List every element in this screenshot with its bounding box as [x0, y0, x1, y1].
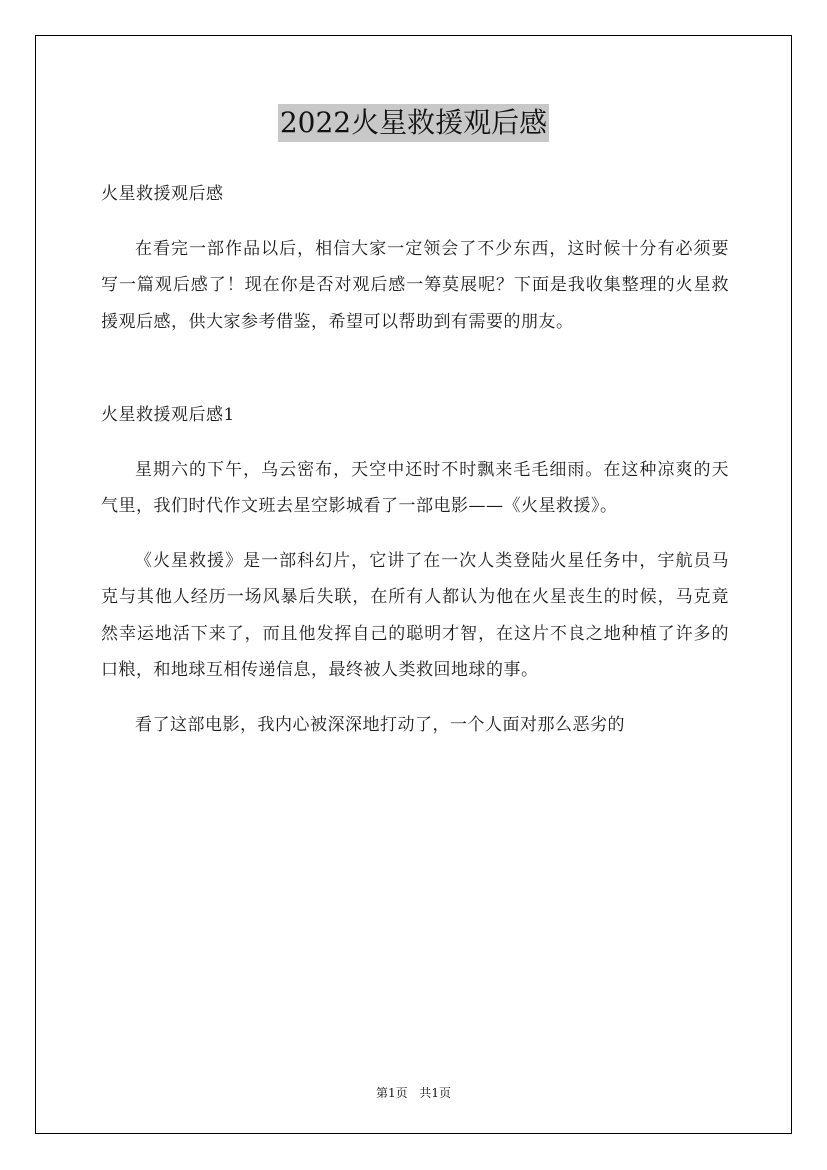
essay-heading: 火星救援观后感1	[101, 405, 235, 425]
spacer	[101, 434, 729, 452]
page-footer	[0, 1084, 827, 1101]
document-title-container	[0, 104, 827, 142]
spacer	[101, 689, 729, 707]
document-body	[101, 176, 729, 743]
page-number: 第1页	[375, 1086, 408, 1100]
body-paragraph-3: 看了这部电影，我内心被深深地打动了，一个人面对那么恶劣的	[135, 714, 625, 735]
spacer	[101, 525, 729, 543]
total-pages: 共1页	[419, 1086, 452, 1100]
body-paragraph-2: 《火星救援》是一部科幻片，它讲了在一次人类登陆火星任务中，宇航员马克与其他人经历一场风暴后失联，在所有人都认为他在火星丧生的时候，马克竟然幸运地活下来了，而且他发挥自己的聪明才智，在这片不良之地种植了许多的口粮，和地球互相传递信息，最终被人类救回地球的事。	[101, 550, 729, 680]
intro-paragraph: 在看完一部作品以后，相信大家一定领会了不少东西，这时候十分有必须要写一篇观后感了！现在你是否对观后感一筹莫展呢？下面是我收集整理的火星救援观后感，供大家参考借鉴，希望可以帮助到有需要的朋友。	[101, 238, 729, 332]
body-paragraph-1: 星期六的下午，乌云密布，天空中还时不时飘来毛毛细雨。在这种凉爽的天气里，我们时代作文班去星空影城看了一部电影——《火星救援》。	[101, 459, 729, 516]
document-title: 2022火星救援观后感	[278, 104, 549, 142]
section-heading: 火星救援观后感	[101, 184, 224, 204]
spacer	[101, 340, 729, 397]
spacer	[101, 213, 729, 231]
